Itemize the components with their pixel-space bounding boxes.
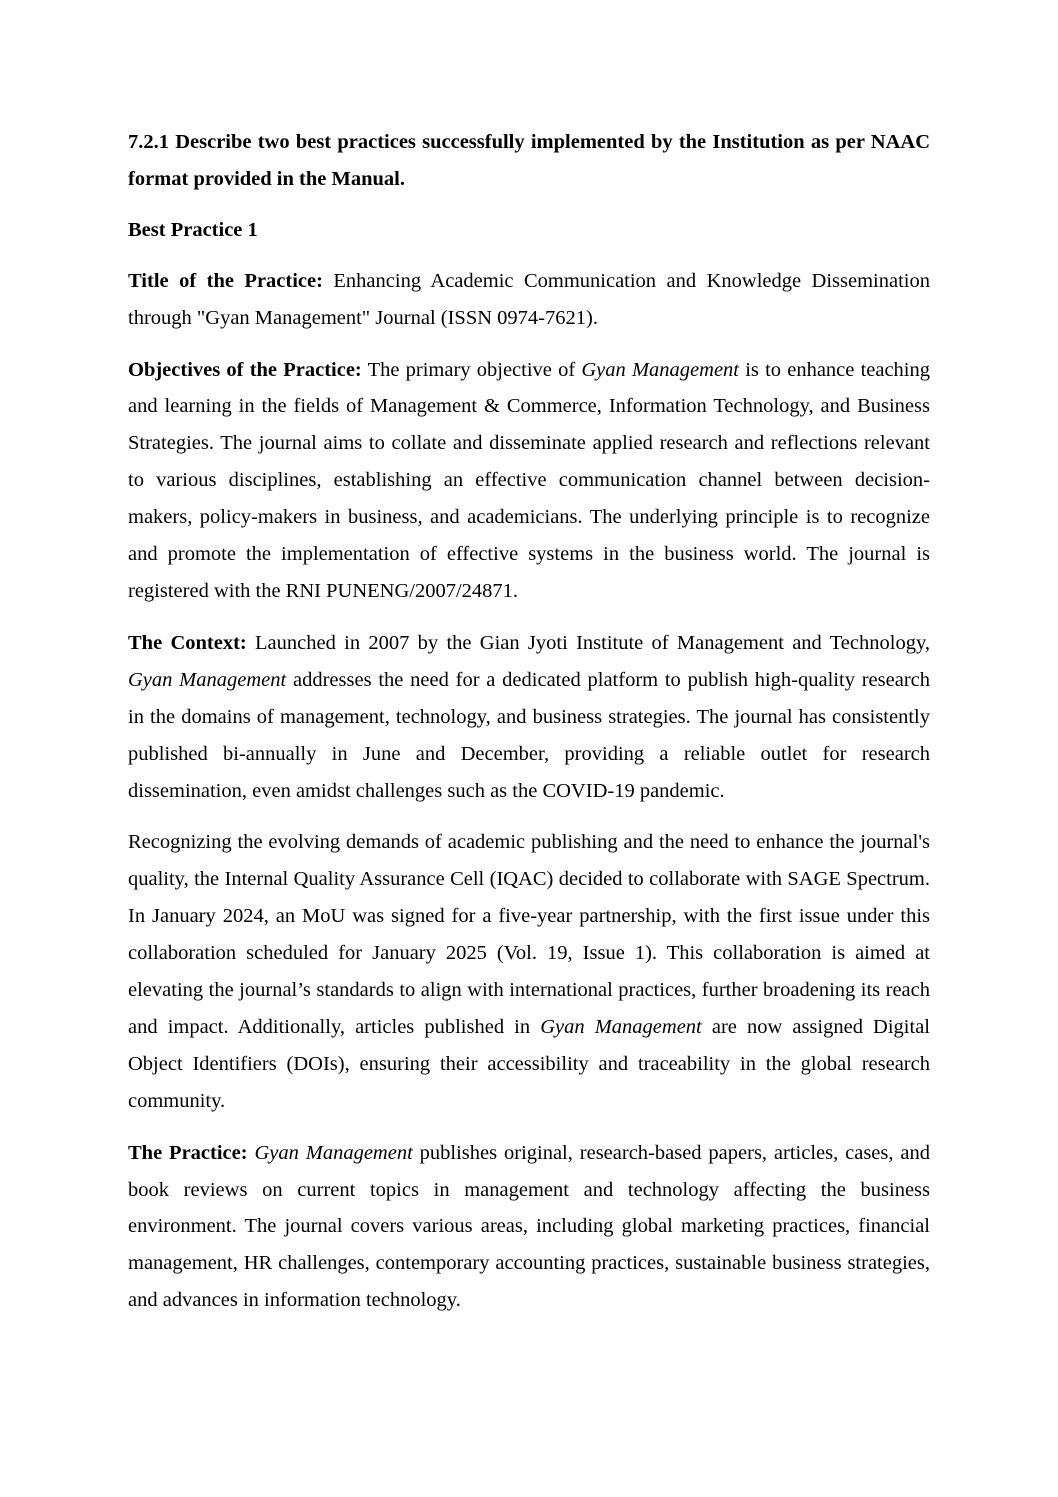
journal-name: Gyan Management <box>540 1015 702 1038</box>
objectives-text-1: The primary objective of <box>361 358 582 381</box>
objectives-text-2: is to enhance teaching and learning in the fields of Management & Commerce, Information Technology, and Business Strategies. The journal aims to collate and disseminate applied research and reflections relevant to various disciplines, establishing an effective communication channel between decision-makers, policy-makers in business, and academicians. The underlying principle is to recognize and promote the implementation of effective systems in the business world. The journal is registered with the RNI PUNENG/2007/24871. <box>128 358 931 602</box>
journal-name: Gyan Management <box>128 668 287 691</box>
context-label: The Context: <box>128 631 247 654</box>
practice-label: The Practice: <box>128 1141 248 1164</box>
journal-name: Gyan Management <box>581 358 739 381</box>
objectives-paragraph <box>128 352 930 610</box>
recognizing-text-1: Recognizing the evolving demands of academic publishing and the need to enhance the journal's quality, the Internal Quality Assurance Cell (IQAC) decided to collaborate with SAGE Spectrum. In January 2024, an MoU was signed for a five-year partnership, with the first issue under this collaboration scheduled for January 2025 (Vol. 19, Issue 1). This collaboration is aimed at elevating the journal’s standards to align with international practices, further broadening its reach and impact. Additionally, articles published in <box>128 831 930 1038</box>
section-heading: 7.2.1 Describe two best practices successfully implemented by the Institution as per NAAC format provided in the Manual. <box>128 131 930 190</box>
practice-text-2: publishes original, research-based papers, articles, cases, and book reviews on current topics in management and technology affecting the business environment. The journal covers various areas, including global marketing practices, financial management, HR challenges, contemporary accounting practices, sustainable business strategies, and advances in information technology. <box>128 1141 930 1312</box>
recognizing-text-2: are now assigned Digital Object Identifiers (DOIs), ensuring their accessibility and traceability in the global research community. <box>128 1015 930 1112</box>
title-paragraph <box>128 263 930 337</box>
document-page <box>128 124 930 1319</box>
title-label: Title of the Practice: <box>128 269 323 292</box>
context-text-2: addresses the need for a dedicated platform to publish high-quality research in the domains of management, technology, and business strategies. The journal has consistently published bi-annually in June and December, providing a reliable outlet for research dissemination, even amidst challenges such as the COVID-19 pandemic. <box>128 668 930 802</box>
context-text-1: Launched in 2007 by the Gian Jyoti Institute of Management and Technology, <box>246 631 930 654</box>
title-text: Enhancing Academic Communication and Knowledge Dissemination through "Gyan Management" Journal (ISSN 0974-7621). <box>128 269 930 329</box>
practice-paragraph <box>128 1135 930 1320</box>
best-practice-label: Best Practice 1 <box>128 218 258 241</box>
recognizing-paragraph <box>128 824 930 1119</box>
journal-name: Gyan Management <box>254 1141 413 1164</box>
context-paragraph <box>128 625 930 810</box>
objectives-label: Objectives of the Practice: <box>128 358 362 381</box>
